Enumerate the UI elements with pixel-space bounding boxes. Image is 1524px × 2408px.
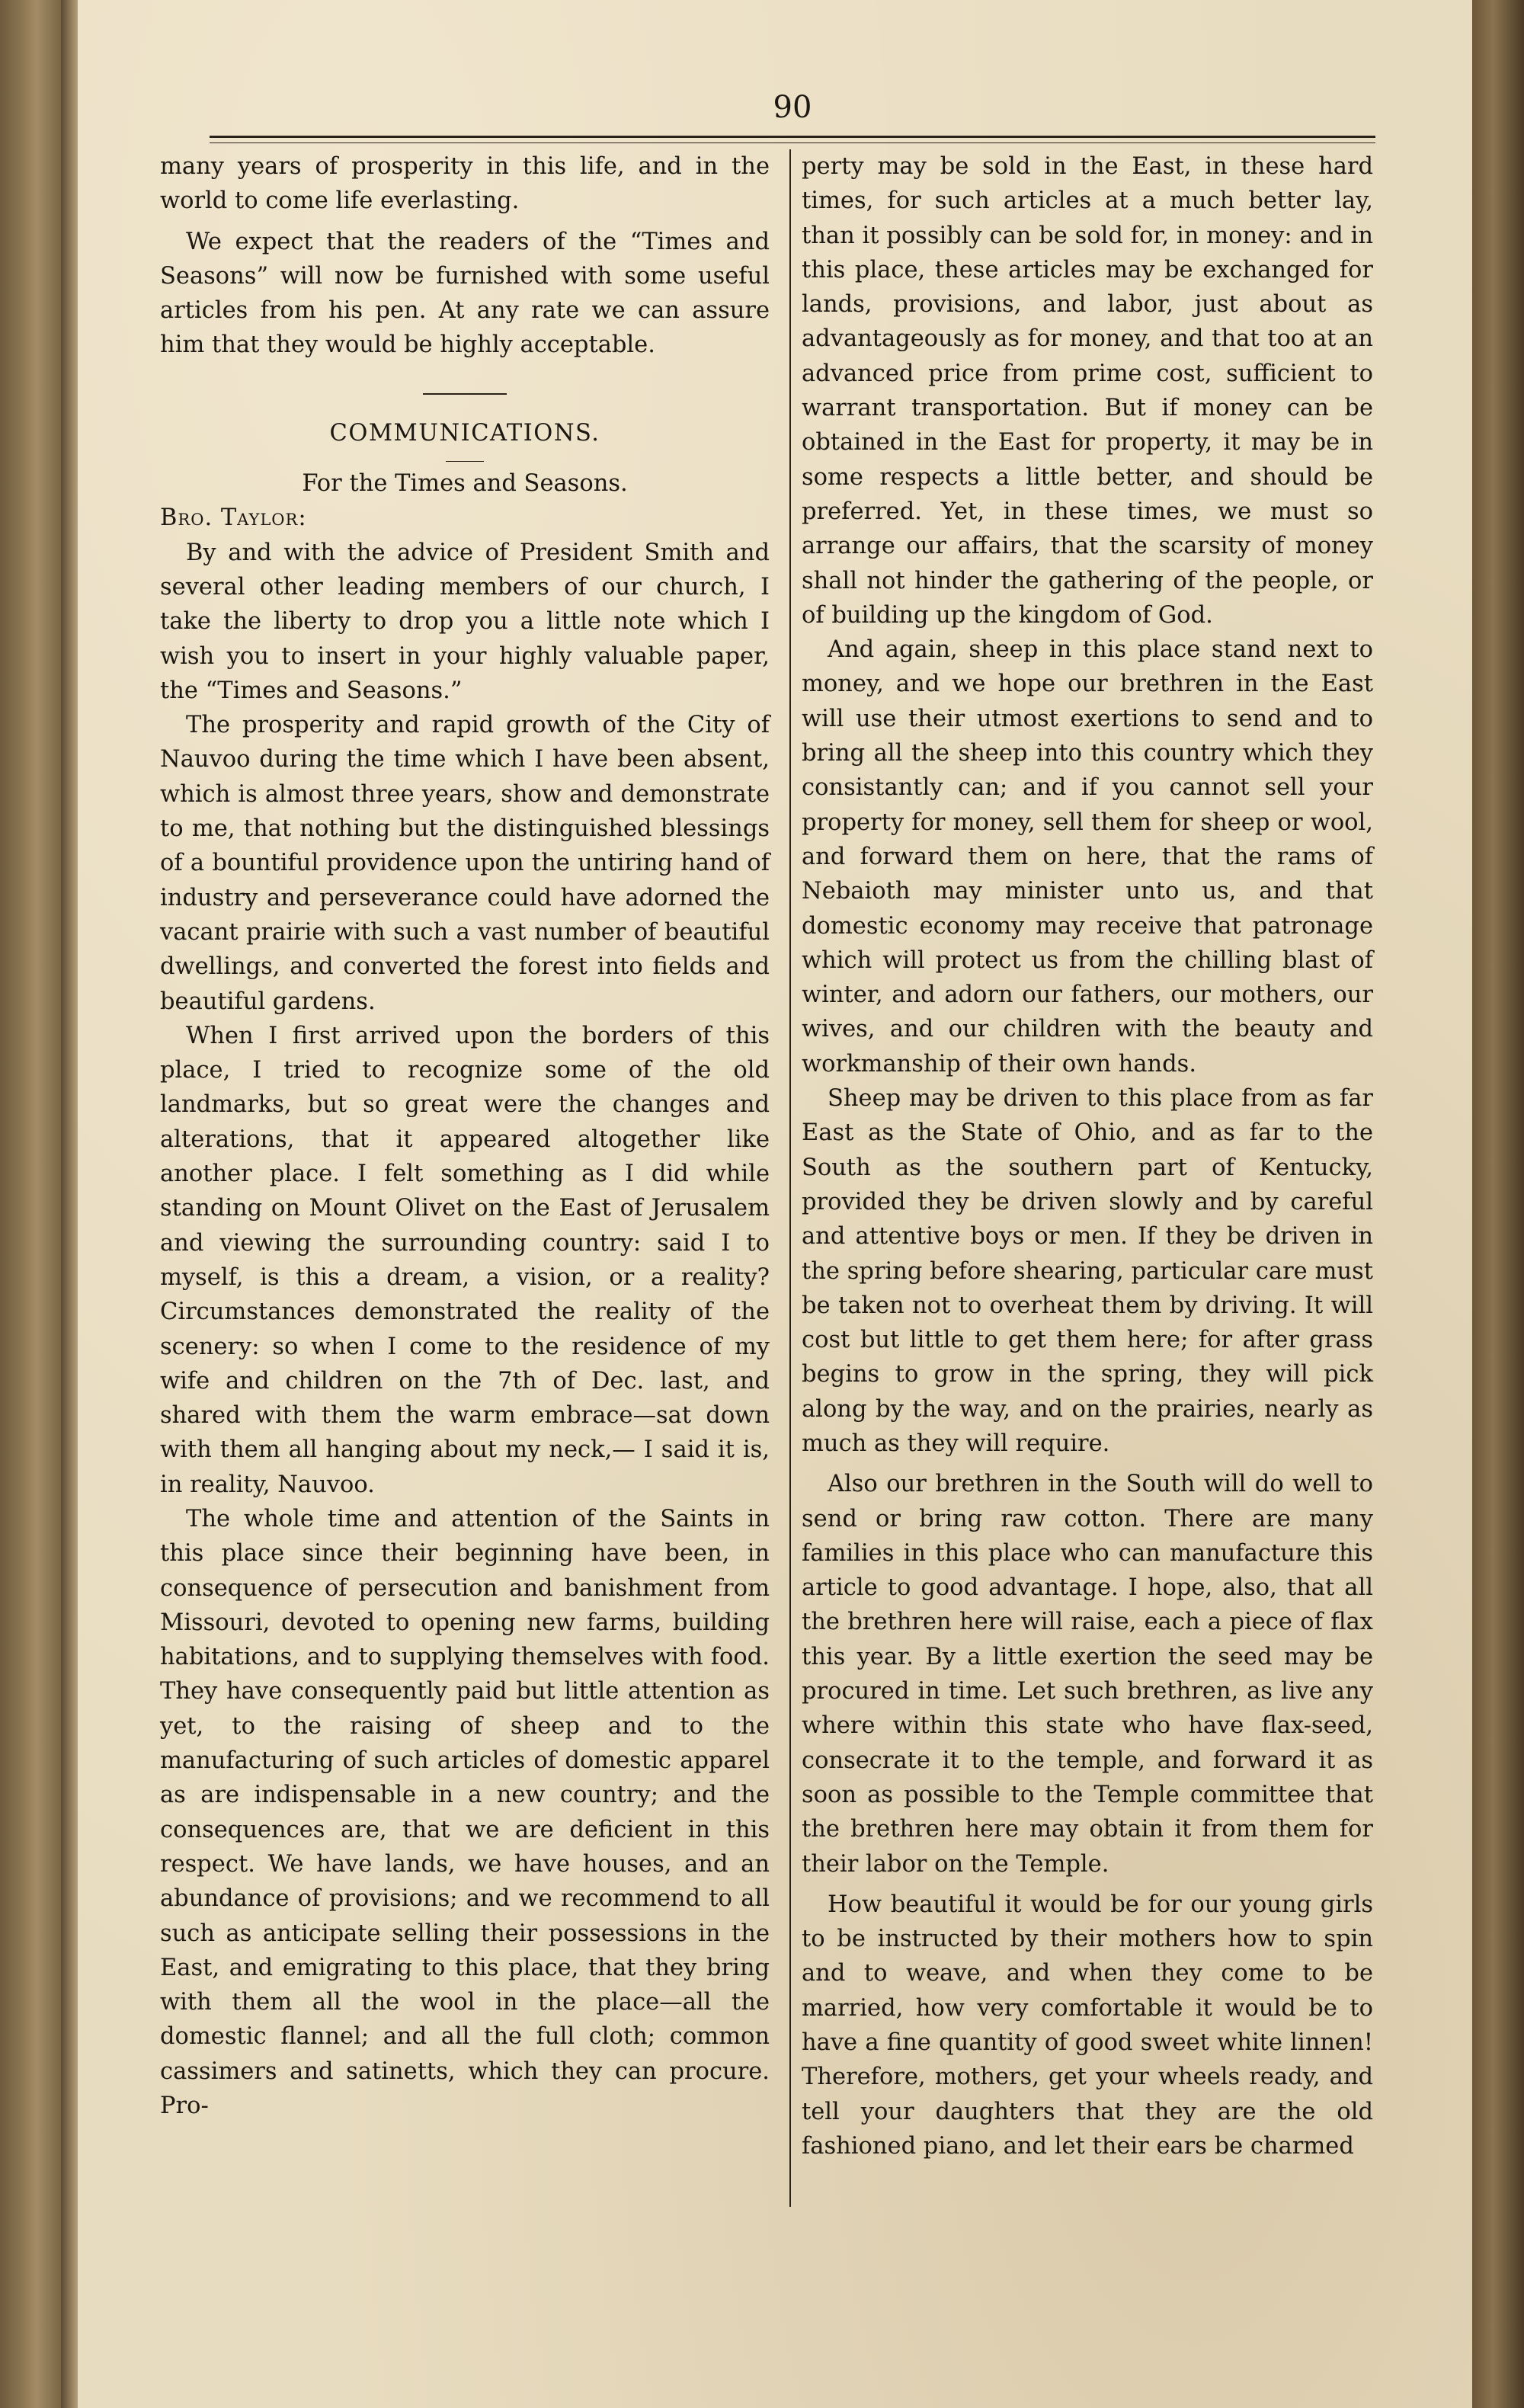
paragraph: And again, sheep in this place stand next to money, and we hope our brethren in the East will use their utmost exertions to send and to bring all the sheep into this country which they consistantly can; and if you cannot sell your property for money, sell them for sheep or wool, and forward them on here, that the rams of Nebaioth may minister unto us, and that domestic economy may receive that patronage which will protect us from the chilling blast of winter, and adorn our fathers, our mothers, our wives, and our children with the beauty and workmanship of their own hands. — [802, 636, 1373, 1078]
paragraph: How beautiful it would be for our young girls to be instructed by their mothers how to spin and to weave, and when they come to be married, how very comfortable it would be to have a fine quantity of good sweet white linnen! Therefore, mothers, get your wheels ready, and tell your daughters that they are the old fashioned piano, and let their ears be charmed — [802, 1891, 1373, 2160]
section-rule — [423, 393, 507, 395]
left-column — [160, 149, 770, 2123]
header-rule — [210, 136, 1375, 138]
paragraph: By and with the advice of President Smith and several other leading members of our church, I take the liberty to drop you a little note which I wish you to insert in your highly valuable paper, the “Times and Seasons.” — [160, 539, 770, 704]
page-number: 90 — [773, 90, 812, 125]
paragraph: Also our brethren in the South will do well to send or bring raw cotton. There are many families in this place who can manufacture this article to good advantage. I hope, also, that all the brethren here will raise, each a piece of flax this year. By a little exertion the seed may be procured in time. Let such brethren, as live any where within this state who have flax-seed, consecrate it to the temple, and forward it as soon as possible to the Temple committee that the brethren here may obtain it from them for their labor on the Temple. — [802, 1471, 1373, 1878]
paragraph: Sheep may be driven to this place from as far East as the State of Ohio, and as far to the South as the southern part of Kentucky, provided they be driven slowly and by careful and attentive boys or men. If they be driven in the spring before shearing, particular care must be taken not to overheat them by driving. It will cost but little to get them here; for after grass begins to grow in the spring, they will pick along by the way, and on the prairies, nearly as much as they will require. — [802, 1085, 1373, 1457]
next-page-edge — [1472, 0, 1524, 2408]
salutation: Bro. Taylor: — [160, 504, 307, 532]
dateline: For the Times and Seasons. — [302, 470, 628, 498]
paragraph: The prosperity and rapid growth of the City of Nauvoo during the time which I have been absent, which is almost three years, show and demonstrate to me, that nothing but the distinguished blessings of a bountiful providence upon the untiring hand of industry and perseverance could have adorned the vacant prairie with such a vast number of beautiful dwellings, and converted the forest into fields and beautiful gardens. — [160, 712, 770, 1015]
right-column — [802, 149, 1373, 2163]
header-rule-thin — [210, 142, 1375, 143]
paragraph: We expect that the readers of the “Times and Seasons” will now be furnished with some useful articles from his pen. At any rate we can assure him that they would be highly acceptable. — [160, 228, 770, 359]
paragraph: perty may be sold in the East, in these hard times, for such articles at a much better lay, than it possibly can be sold for, in money: and in this place, these articles may be exchanged for lands, provisions, and labor, just about as advantageously as for money, and that too at an advanced price from prime cost, sufficient to warrant transportation. But if money can be obtained in the East for property, it may be in some respects a little better, and should be preferred. Yet, in these times, we must so arrange our affairs, that the scarsity of money shall not hinder the gathering of the people, or of building up the kingdom of God. — [802, 153, 1373, 629]
book-binding — [0, 0, 61, 2408]
binding-edge — [61, 0, 78, 2408]
paragraph: The whole time and attention of the Saints in this place since their beginning have been, in consequence of persecution and banishment from Missouri, devoted to opening new farms, building habitations, and to supplying themselves with food. They have consequently paid but little attention as yet, to the raising of sheep and to the manufacturing of such articles of domestic apparel as are indispensable in a new country; and the consequences are, that we are deficient in this respect. We have lands, we have houses, and an abundance of provisions; and we recommend to all such as anticipate selling their possessions in the East, and emigrating to this place, that they bring with them all the wool in the place—all the domestic flannel; and all the full cloth; common cassimers and satinetts, which they can procure. Pro- — [160, 1505, 770, 2120]
paragraph: When I first arrived upon the borders of this place, I tried to recognize some of the old landmarks, but so great were the changes and alterations, that it appeared altogether like another place. I felt something as I did while standing on Mount Olivet on the East of Jerusalem and viewing the surrounding country: said I to myself, is this a dream, a vision, or a reality? Circumstances demonstrated the reality of the scenery: so when I come to the residence of my wife and children on the 7th of Dec. last, and shared with them the warm embrace—sat down with them all hanging about my neck,— I said it is, in reality, Nauvoo. — [160, 1022, 770, 1498]
section-heading: COMMUNICATIONS. — [329, 419, 600, 447]
heading-rule — [446, 461, 484, 462]
column-divider — [789, 149, 791, 2207]
paragraph: many years of prosperity in this life, and in the world to come life everlasting. — [160, 153, 770, 215]
